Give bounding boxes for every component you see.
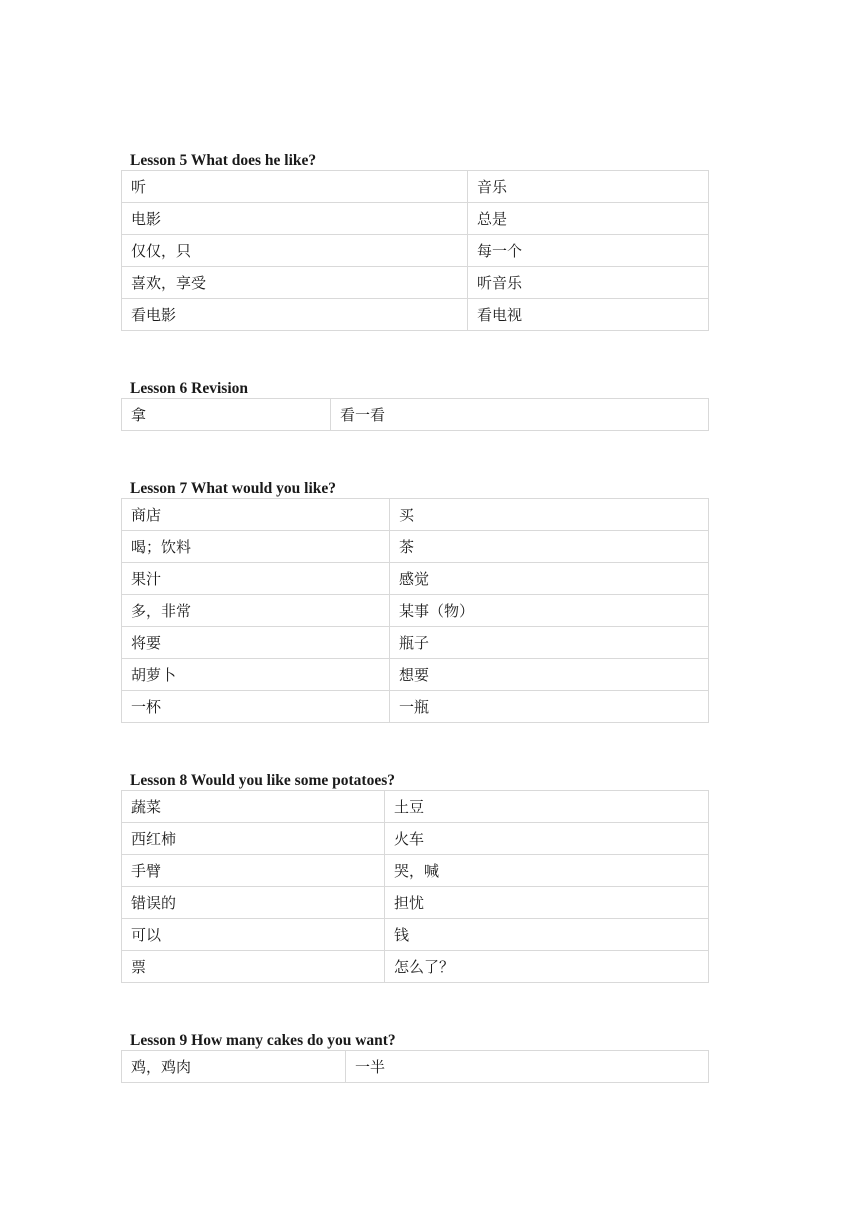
vocab-cell: 担忧 [385, 887, 709, 919]
vocab-cell: 钱 [385, 919, 709, 951]
lesson-9-section [121, 1032, 708, 1083]
vocab-cell: 买 [390, 499, 709, 531]
vocab-cell: 将要 [122, 627, 390, 659]
table-row [122, 855, 709, 887]
lesson-7-section [121, 480, 708, 723]
table-row [122, 595, 709, 627]
vocab-cell: 土豆 [385, 791, 709, 823]
lesson-8-section [121, 772, 708, 983]
vocab-cell: 错误的 [122, 887, 385, 919]
vocab-cell: 喝；饮料 [122, 531, 390, 563]
vocab-cell: 看电影 [122, 299, 468, 331]
vocab-cell: 喜欢，享受 [122, 267, 468, 299]
lesson-8-title: Lesson 8 Would you like some potatoes? [130, 772, 395, 789]
vocab-cell: 茶 [390, 531, 709, 563]
table-row [122, 627, 709, 659]
table-row [122, 299, 709, 331]
vocab-cell: 哭，喊 [385, 855, 709, 887]
vocab-cell: 瓶子 [390, 627, 709, 659]
vocab-cell: 多，非常 [122, 595, 390, 627]
vocab-cell: 西红柿 [122, 823, 385, 855]
table-row [122, 235, 709, 267]
vocab-cell: 一杯 [122, 691, 390, 723]
table-row [122, 203, 709, 235]
table-row [122, 1051, 709, 1083]
table-row [122, 791, 709, 823]
table-row [122, 171, 709, 203]
table-row [122, 919, 709, 951]
vocab-cell: 听 [122, 171, 468, 203]
lesson-6-section [121, 380, 708, 431]
vocab-cell: 每一个 [468, 235, 709, 267]
table-row [122, 267, 709, 299]
vocab-cell: 果汁 [122, 563, 390, 595]
vocab-cell: 仅仅，只 [122, 235, 468, 267]
lesson-5-vocab-table [121, 170, 709, 331]
vocab-cell: 看电视 [468, 299, 709, 331]
lesson-7-vocab-table [121, 498, 709, 723]
vocab-cell: 听音乐 [468, 267, 709, 299]
lesson-9-title: Lesson 9 How many cakes do you want? [130, 1032, 396, 1049]
vocab-cell: 蔬菜 [122, 791, 385, 823]
table-row [122, 659, 709, 691]
vocab-cell: 看一看 [331, 399, 709, 431]
table-row [122, 887, 709, 919]
vocab-cell: 可以 [122, 919, 385, 951]
vocab-cell: 一瓶 [390, 691, 709, 723]
lesson-6-title: Lesson 6 Revision [130, 380, 248, 397]
lesson-6-vocab-table [121, 398, 709, 431]
vocab-cell: 总是 [468, 203, 709, 235]
vocab-cell: 某事（物） [390, 595, 709, 627]
lesson-7-title: Lesson 7 What would you like? [130, 480, 337, 497]
lesson-9-vocab-table [121, 1050, 709, 1083]
vocab-cell: 感觉 [390, 563, 709, 595]
table-row [122, 531, 709, 563]
vocab-cell: 胡萝卜 [122, 659, 390, 691]
table-row [122, 499, 709, 531]
lesson-5-section [121, 152, 708, 331]
vocab-cell: 想要 [390, 659, 709, 691]
vocab-cell: 怎么了？ [385, 951, 709, 983]
table-row [122, 823, 709, 855]
table-row [122, 399, 709, 431]
vocab-cell: 电影 [122, 203, 468, 235]
lesson-5-title: Lesson 5 What does he like? [130, 152, 317, 169]
vocab-cell: 火车 [385, 823, 709, 855]
table-row [122, 563, 709, 595]
vocab-cell: 拿 [122, 399, 331, 431]
table-row [122, 951, 709, 983]
vocab-cell: 票 [122, 951, 385, 983]
vocab-cell: 商店 [122, 499, 390, 531]
vocab-cell: 鸡，鸡肉 [122, 1051, 346, 1083]
lesson-8-vocab-table [121, 790, 709, 983]
vocab-cell: 手臂 [122, 855, 385, 887]
table-row [122, 691, 709, 723]
vocab-cell: 一半 [346, 1051, 709, 1083]
vocab-cell: 音乐 [468, 171, 709, 203]
